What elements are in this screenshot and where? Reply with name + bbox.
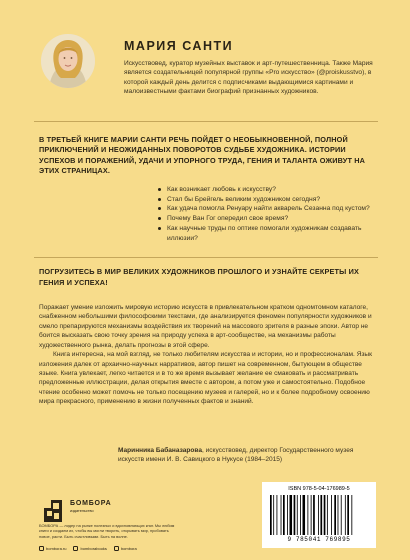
barcode-digits: 9 785041 769895 (287, 536, 351, 543)
divider-middle (34, 257, 378, 258)
question-item: Как удача помогла Ренуару найти акварель Сезанна под кустом? (158, 204, 374, 214)
social-link-channel[interactable] (114, 546, 137, 551)
question-item: Почему Ван Гог опередил свое время? (158, 214, 374, 224)
headline-text: ПОГРУЗИТЕСЬ В МИР ВЕЛИКИХ ХУДОЖНИКОВ ПРОШЛОГО И УЗНАЙТЕ СЕКРЕТЫ ИХ ГЕНИЯ И УСПЕХА! (39, 267, 360, 287)
isbn-label: ISBN 978-5-04-176989-5 (288, 486, 350, 492)
author-photo (41, 34, 95, 88)
reviewer-name: Маринника Бабаназарова (118, 447, 202, 454)
question-item: Стал бы Брейгель великим художником сегодня? (158, 195, 374, 205)
publisher-subtitle: издательство (70, 509, 94, 513)
author-bio-text: Искусствовед, куратор музейных выставок и арт-путешественница. Также Мария является создательницей популярной группы «Pro искусство» (@proiskusstvo), в которой каждый день делится с подписчиками выдающимися картинами и малоизвестными фактами биографий признанных художников. (124, 60, 373, 96)
barcode-bars (270, 495, 368, 535)
social-network-icon (73, 546, 78, 551)
barcode (262, 482, 376, 548)
review-signature (118, 446, 376, 465)
review-paragraph-2: Книга интересна, на мой взгляд, не только любителям искусства и истории, но и профессионалам. Язык изложения далек от архаично-научных нарративов, автор пишет на современном, бытующем в обществе языке. Книга увлекает, легко читается и в то же время вызывает желание ее смаковать и рассматривать предложенные иллюстрации, делая открытия вместе с автором, а потом уже и самостоятельно. Подобное чтение особенно может помочь не только посещению музеев и галерей, но и к более подробному освоению мира прекрасного, применению в жизни полученных фактов и знаний. (39, 351, 372, 406)
question-item: Как возникает любовь к искусству? (158, 185, 374, 195)
author-name: МАРИЯ САНТИ (124, 39, 234, 53)
social-network-icon (114, 546, 119, 551)
publisher-name: БОМБОРА (70, 500, 112, 507)
question-item: Как научные труды по оптике помогали художникам создавать иллюзии? (158, 224, 374, 243)
social-label: bombora.ru (46, 546, 67, 551)
social-label: bombora (120, 546, 137, 551)
divider-top (34, 121, 378, 122)
social-label: bomborabooks (80, 546, 107, 551)
globe-icon (39, 546, 44, 551)
reviewer-credentials: , искусствовед, директор Государственного музея искусств имени И. В. Савицкого в Нукусе (1984–2015) (118, 447, 354, 464)
publisher-social-links (39, 546, 137, 551)
bombora-logo-icon (40, 496, 66, 526)
social-link-site[interactable] (39, 546, 66, 551)
social-link-books[interactable] (73, 546, 106, 551)
publisher-description: БОМБОРА — лидер на рынке полезных и вдохновляющих книг. Мы любим книги и создаем их, чтобы вы могли творить, открывать мир, пробовать новое, расти. Быть счастливыми. Быть на волне. (39, 523, 175, 539)
review-paragraph-1: Поражает умение изложить мировую историю искусств в привлекательном кратком одномтомном каталоге, снабженном небольшими философскими текстами, где анализируется феномен популярности художников и смело препарируются механизмы воздействия их творений на массового зрителя в разные эпохи. Автор не боится высказать свою точку зрения на природу успеха в арт-сообществе, на механизмы работы художественного рынка, делать прогнозы в этой сфере. (39, 304, 372, 349)
questions-list (158, 185, 374, 243)
author-bio (124, 59, 374, 96)
review-text (39, 303, 375, 407)
intro-text: В ТРЕТЬЕЙ КНИГЕ МАРИИ САНТИ РЕЧЬ ПОЙДЕТ О НЕОБЫКНОВЕННОЙ, ПОЛНОЙ ПРИКЛЮЧЕНИЙ И НЕОЖИДАННЫХ ПОВОРОТОВ СУДЬБЕ ХУДОЖНИКА. ИСТОРИИ УСПЕХОВ И ПОРАЖЕНИЙ, УДАЧИ И УПОРНОГО ТРУДА, ГЕНИЯ И ТАЛАНТА ОЖИВУТ НА ЭТИХ СТРАНИЦАХ. (39, 135, 366, 176)
